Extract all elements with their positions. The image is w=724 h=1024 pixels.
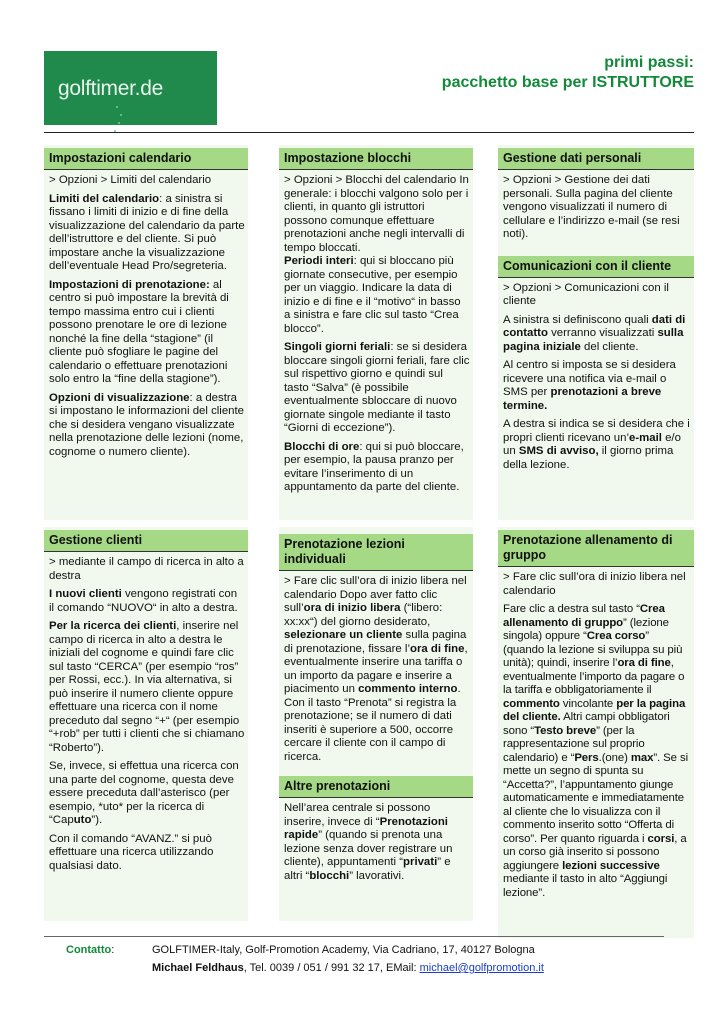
email-link[interactable]: michael@golfpromotion.it bbox=[419, 962, 544, 974]
golftimer-logo bbox=[44, 51, 217, 125]
header-divider bbox=[44, 132, 694, 133]
section-clienti bbox=[44, 527, 248, 921]
section-title: Gestione clienti bbox=[44, 530, 248, 552]
paragraph: Per la ricerca dei clienti, inserire nel campo di ricerca in alto a destra le iniziali del cognome e quindi fare clic sul tasto “CERCA” (per esempio “ros” per Rossi, ecc.). In via alternativa, si può inserire il numero cliente oppure effettuare una ricerca con il nome preceduto dal segno “+“ (per esempio “+rob” per tutti i clienti che si chiamano “Roberto”). bbox=[49, 620, 245, 754]
paragraph: > Opzioni > Blocchi del calendario In generale: i blocchi valgono solo per i clienti, in quanto gli istruttori possono comunque effettuare prenotazioni anche negli intervalli di tempo bloccati. bbox=[284, 174, 469, 254]
menu-path: > Opzioni > Comunicazioni con il cliente bbox=[503, 281, 669, 307]
section-individuali-altre bbox=[279, 527, 473, 921]
menu-path: > mediante il campo di ricerca in alto a destra bbox=[49, 556, 244, 582]
paragraph: Se, invece, si effettua una ricerca con una parte del cognome, questa deve essere preceduta dall’asterisco (per esempio, *uto* per la ricerca di “Caputo”). bbox=[49, 760, 239, 826]
section-title: Impostazione blocchi bbox=[279, 148, 473, 170]
section-blocchi bbox=[279, 145, 473, 520]
paragraph: I nuovi clienti vengono registrati con il comando “NUOVO“ in alto a destra. bbox=[49, 588, 238, 614]
footer-address: GOLFTIMER-Italy, Golf-Promotion Academy, Via Cadriano, 17, 40127 Bologna bbox=[152, 944, 535, 956]
footer-divider bbox=[44, 936, 664, 937]
paragraph: Impostazioni di prenotazione: al centro si può impostare la brevità di tempo massima entro cui i clienti possono prenotare le ore di lezione nonché la fine della “stagione” (il cliente può sfogliare le pagine del calendario o effettuare prenotazioni solo entro la “fine della stagione”). bbox=[49, 278, 229, 385]
contact-name: Michael Feldhaus bbox=[152, 962, 244, 974]
menu-path: > Fare clic sull’ora di inizio libera nel calendario bbox=[503, 571, 686, 597]
section-title: Prenotazione allenamento di gruppo bbox=[498, 530, 694, 567]
paragraph: Nell’area centrale si possono inserire, invece di “Prenotazioni rapide” (quando si prenota una lezione senza dover registrare un cliente), appuntamenti “privati” e altri “blocchi” lavorativi. bbox=[284, 802, 453, 882]
paragraph: Al centro si imposta se si desidera ricevere una notifica via e-mail o SMS per prenotazioni a breve termine. bbox=[503, 359, 676, 412]
header-line1: primi passi: bbox=[604, 54, 694, 71]
page-header bbox=[442, 53, 694, 93]
logo-text: golftimer.de bbox=[58, 77, 163, 100]
paragraph: Periodi interi: qui si bloccano più giornate consecutive, per esempio per un viaggio. Indicare la data di inizio e di fine e il “motivo“ in basso a sinistra e fare clic sul tasto “Crea blocco”. bbox=[284, 255, 461, 335]
footer-label: Contatto: bbox=[66, 944, 115, 956]
paragraph: A destra si indica se si desidera che i propri clienti ricevano un’e-mail e/o un SMS di avviso, il giorno prima della lezione. bbox=[503, 418, 690, 471]
paragraph: Opzioni di visualizzazione: a destra si impostano le informazioni del cliente che si desidera vengano visualizzate nella prenotazione delle lezioni (nome, cognome o numero cliente). bbox=[49, 391, 245, 458]
paragraph: Singoli giorni feriali: se si desidera bloccare singoli giorni feriali, fare clic sul rispettivo giorno e quindi sul tasto “Salva” (è possibile eventualmente sbloccare di nuovo giornate singole mediante il tasto “Giorni di eccezione”). bbox=[284, 341, 470, 434]
section-title: Altre prenotazioni bbox=[279, 776, 473, 798]
paragraph: A sinistra si definiscono quali dati di contatto verranno visualizzati sulla pagina iniziale del cliente. bbox=[503, 313, 686, 353]
section-title: Gestione dati personali bbox=[498, 148, 694, 170]
section-gruppo bbox=[498, 527, 694, 938]
section-title: Impostazioni calendario bbox=[44, 148, 248, 170]
section-calendario bbox=[44, 145, 248, 520]
section-dati-comunicazioni bbox=[498, 145, 694, 520]
header-line2: pacchetto base per ISTRUTTORE bbox=[441, 74, 694, 91]
menu-path: > Opzioni > Limiti del calendario bbox=[49, 174, 212, 186]
paragraph: Con il comando “AVANZ.” si può effettuare una ricerca utilizzando qualsiasi dato. bbox=[49, 832, 214, 872]
paragraph: Blocchi di ore: qui si può bloccare, per esempio, la pausa pranzo per evitare l’inserimento di un appuntamento da parte del cliente. bbox=[284, 440, 464, 493]
paragraph: Fare clic a destra sul tasto “Crea allenamento di gruppo” (lezione singola) oppure “Crea corso” (quando la lezione si sviluppa su più unità); quindi, inserire l’ora di fine, eventualmente l’importo da pagare o la tariffa e obbligatoriamente il commento vincolante per la pagina del cliente. Altri campi obbligatori sono “Testo breve” (per la rappresentazione sul proprio calendario) e “Pers.(one) max”. Se si mette un segno di spunta su “Accetta?”, l’appuntamento giunge automaticamente e immediatamente al cliente che lo visualizza con il commento inserito sotto “Offerta di corso”. Per quanto riguarda i corsi, a un corso già inserito si possono aggiungere lezioni successive mediante il tasto in alto “Aggiungi lezione”. bbox=[503, 603, 689, 899]
section-title: Prenotazione lezioni individuali bbox=[279, 534, 473, 571]
section-title: Comunicazioni con il cliente bbox=[498, 256, 694, 278]
footer-contact: Michael Feldhaus, Tel. 0039 / 051 / 991 32 17, EMail: michael@golfpromotion.it bbox=[152, 962, 544, 974]
paragraph: > Fare clic sull’ora di inizio libera nel calendario Dopo aver fatto clic sull’ora di inizio libera (“libero: xx:xx“) del giorno desiderato, selezionare un cliente sulla pagina di prenotazione, fissare l’ora di fine, eventualmente inserire una tariffa o un importo da pagare e inserire a piacimento un commento interno. Con il tasto “Prenota” si registra la prenotazione; se il numero di dati inseriti è superiore a 500, occorre cercare il cliente con il campo di ricerca. bbox=[284, 575, 468, 763]
paragraph: Limiti del calendario: a sinistra si fissano i limiti di inizio e di fine della visualizzazione del calendario da parte dell’istruttore e del cliente. Si può impostare anche la visualizzazione dell’eventuale Head Pro/segreteria. bbox=[49, 192, 245, 272]
paragraph: > Opzioni > Gestione dei dati personali. Sulla pagina del cliente vengono visualizzati il numero di cellulare e l’indirizzo e-mail (se resi noti). bbox=[503, 174, 680, 240]
